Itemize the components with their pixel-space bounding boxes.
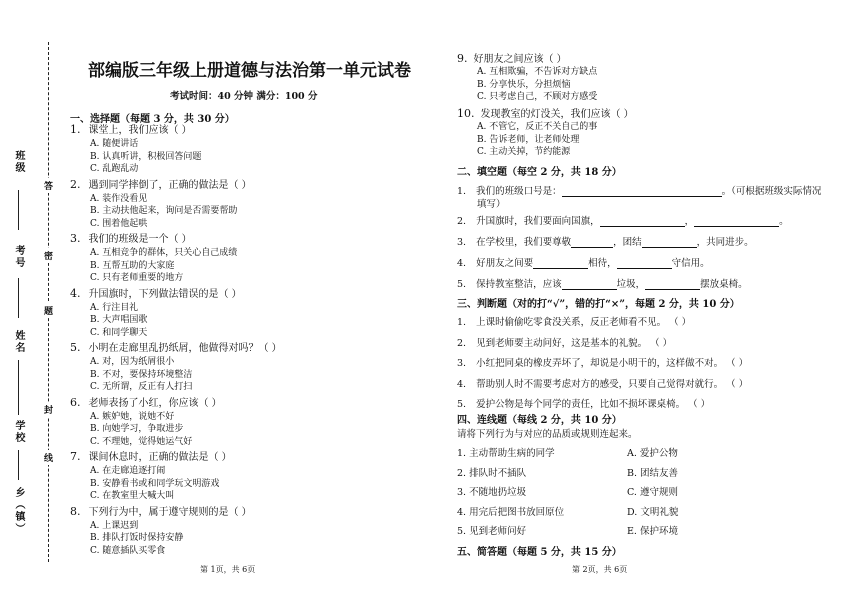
fill-text-b: ，团结 — [613, 237, 642, 248]
fill-text-c: 守信用。 — [671, 258, 710, 269]
question-text: 发现教室的灯没关，我们应该（ ） — [480, 109, 634, 120]
fill-blank — [645, 279, 700, 290]
fill-blank — [694, 216, 779, 227]
question-4 — [70, 285, 242, 300]
fill-text-a: 好朋友之间要 — [476, 258, 534, 269]
judge-text: 爱护公物是每个同学的责任，比如不损坏课桌椅。 （ ） — [476, 399, 711, 410]
fill-item-4 — [457, 255, 710, 269]
fill-number: 5. — [457, 279, 467, 290]
option-8-1: B. 排队打饭时保持安静 — [90, 533, 184, 543]
fill-text-c: 填写） — [477, 199, 506, 210]
question-8 — [70, 503, 252, 518]
seal-char-3: 题 — [44, 303, 53, 318]
option-2-2: C. 围着他起哄 — [90, 218, 148, 229]
section-1-title: 一、选择题（每题 3 分，共 30 分） — [70, 114, 235, 125]
fill-item-2 — [457, 213, 789, 227]
fill-text-b: 垃圾， — [616, 279, 646, 290]
match-right-2: B. 团结友善 — [627, 467, 679, 479]
match-right-5: E. 保护环境 — [627, 526, 678, 537]
judge-number: 5. — [457, 399, 467, 410]
judge-text: 上课时偷偷吃零食没关系，反正老师看不见。 （ ） — [476, 317, 692, 328]
judge-text: 帮助别人时不需要考虑对方的感受，只要自己觉得对就行。 （ ） — [476, 378, 749, 390]
question-9 — [457, 50, 567, 65]
section-4-title: 四、连线题（每线 2 分，共 10 分） — [457, 415, 622, 426]
question-text: 小明在走廊里乱扔纸屑，他做得对吗？（ ） — [88, 343, 282, 354]
seal-char-1: 答 — [44, 178, 53, 193]
fill-text-b: 相待， — [588, 258, 617, 269]
judge-item-5 — [457, 396, 710, 410]
option-6-2: C. 不理她，觉得她运气好 — [90, 436, 193, 447]
option-10-2: C. 主动关掉，节约能源 — [477, 147, 571, 157]
question-number: 2. — [70, 177, 81, 191]
judge-item-4 — [457, 376, 748, 390]
question-number: 5. — [70, 341, 81, 354]
option-3-0: A. 互相竞争的群体，只关心自己成绩 — [90, 248, 238, 258]
fill-text-a: 我们的班级口号是： — [476, 186, 562, 197]
match-left-5: 5. 见到老师问好 — [457, 526, 527, 537]
fill-blank — [571, 237, 613, 248]
question-text: 遇到同学摔倒了，正确的做法是（ ） — [88, 179, 252, 191]
option-4-0: A. 行注目礼 — [90, 302, 139, 313]
section-2-title: 二、填空题（每空 2 分，共 18 分） — [457, 167, 622, 178]
option-4-2: C. 和同学聊天 — [90, 327, 148, 338]
option-4-1: B. 大声唱国歌 — [90, 315, 148, 325]
fill-number: 2. — [457, 216, 467, 227]
match-right-4: D. 文明礼貌 — [627, 506, 679, 518]
fill-text-a: 在学校里，我们要尊敬 — [476, 237, 572, 248]
option-10-0: A. 不管它，反正不关自己的事 — [477, 122, 598, 132]
question-7 — [70, 448, 232, 463]
judge-number: 2. — [457, 337, 467, 349]
name-line — [18, 360, 19, 415]
option-3-1: B. 互帮互助的大家庭 — [90, 260, 175, 271]
page-title: 部编版三年级上册道德与法治第一单元试卷 — [88, 61, 411, 81]
question-number: 6. — [70, 395, 81, 409]
fill-text-b: ， — [684, 216, 695, 227]
judge-number: 4. — [457, 378, 467, 390]
judge-number: 1. — [457, 317, 467, 328]
question-10 — [457, 105, 634, 120]
question-2 — [70, 176, 252, 191]
option-6-0: A. 嫉妒她，说她不好 — [90, 411, 175, 422]
match-right-3: C. 遵守规则 — [627, 487, 678, 498]
footer-right: 第 2页，共 6页 — [572, 565, 628, 574]
judge-item-3 — [457, 355, 748, 369]
question-1 — [70, 121, 192, 136]
option-9-1: B. 分享快乐，分担烦恼 — [477, 79, 571, 90]
seal-char-2: 密 — [44, 248, 53, 263]
section-5-title: 五、简答题（每题 5 分，共 15 分） — [457, 547, 622, 558]
exam-number-line — [18, 278, 19, 318]
option-1-2: C. 乱跑乱动 — [90, 164, 139, 174]
fill-item-1 — [457, 183, 821, 197]
option-5-2: C. 无所谓，反正有人打扫 — [90, 382, 193, 392]
seal-char-5: 线 — [44, 450, 53, 465]
fill-number: 1. — [457, 186, 467, 197]
fill-text-c: 摆放桌椅。 — [700, 279, 748, 290]
question-text: 下列行为中，属于遵守规则的是（ ） — [88, 506, 252, 518]
option-1-0: A. 随便讲话 — [90, 139, 139, 149]
class-line — [18, 190, 19, 230]
question-number: 9. — [457, 52, 468, 65]
binding-margin — [0, 0, 60, 607]
judge-text: 小红把同桌的橡皮弄坏了，却说是小明干的，这样做不对。 （ ） — [476, 358, 749, 369]
name-label: 姓名 — [13, 330, 24, 354]
question-3 — [70, 230, 192, 245]
question-number: 7. — [70, 450, 81, 463]
option-2-1: B. 主动扶他起来，询问是否需要帮助 — [90, 206, 238, 216]
match-left-2: 2. 排队时不插队 — [457, 467, 527, 479]
match-left-4: 4. 用完后把图书放回原位 — [457, 506, 565, 518]
fill-number: 4. — [457, 258, 467, 269]
fill-blank — [617, 258, 672, 269]
option-8-0: A. 上课迟到 — [90, 520, 139, 531]
fill-blank — [562, 186, 722, 197]
footer-left: 第 1页，共 6页 — [200, 565, 256, 574]
seal-char-4: 封 — [44, 402, 53, 417]
fill-item-3 — [457, 234, 754, 248]
match-right-1: A. 爱护公物 — [627, 448, 678, 459]
question-number: 1. — [70, 123, 81, 136]
question-text: 课间休息时，正确的做法是（ ） — [88, 452, 232, 463]
section-4-intro: 请将下列行为与对应的品质或规则连起来。 — [457, 429, 638, 440]
fill-text-c: ，共同进步。 — [696, 237, 754, 248]
question-text: 我们的班级是一个（ ） — [88, 234, 192, 245]
judge-item-2 — [457, 335, 672, 349]
fill-blank — [600, 216, 685, 227]
question-text: 课堂上，我们应该（ ） — [88, 125, 192, 136]
exam-meta: 考试时间：40 分钟 满分：100 分 — [170, 91, 318, 102]
fill-text-b: 。（可根据班级实际情况 — [721, 186, 822, 197]
fill-text-c: 。 — [779, 216, 789, 227]
option-8-2: C. 随意插队买零食 — [90, 545, 166, 556]
question-text: 老师表扬了小红，你应该（ ） — [88, 397, 222, 409]
option-9-0: A. 互相欺骗，不告诉对方缺点 — [477, 67, 598, 77]
option-5-0: A. 对，因为纸屑很小 — [90, 357, 175, 367]
seal-dashed-line — [48, 42, 49, 562]
judge-number: 3. — [457, 358, 467, 369]
question-text: 好朋友之间应该（ ） — [473, 54, 567, 65]
option-10-1: B. 告诉老师，让老师处理 — [477, 134, 580, 145]
town-label: 乡（镇） — [13, 487, 24, 535]
fill-blank — [533, 258, 588, 269]
option-1-1: B. 认真听讲，积极回答问题 — [90, 151, 202, 162]
match-left-3: 3. 不随地扔垃圾 — [457, 487, 527, 498]
judge-item-1 — [457, 314, 691, 328]
option-6-1: B. 向她学习，争取进步 — [90, 424, 184, 434]
option-7-0: A. 在走廊追逐打闹 — [90, 466, 166, 476]
option-7-2: C. 在教室里大喊大叫 — [90, 491, 175, 501]
question-number: 8. — [70, 504, 81, 518]
exam-number-label: 考号 — [13, 245, 24, 269]
fill-item-5 — [457, 276, 748, 290]
question-text: 升国旗时，下列做法错误的是（ ） — [88, 288, 242, 300]
match-left-1: 1. 主动帮助生病的同学 — [457, 448, 555, 459]
school-label: 学校 — [13, 420, 24, 444]
fill-blank — [562, 279, 617, 290]
class-label: 班级 — [13, 150, 24, 174]
question-6 — [70, 394, 222, 409]
option-9-2: C. 只考虑自己，不顾对方感受 — [477, 92, 598, 102]
fill-number: 3. — [457, 237, 467, 248]
fill-text-a: 升国旗时，我们要面向国旗， — [476, 216, 600, 227]
section-3-title: 三、判断题（对的打“√”，错的打“×”，每题 2 分，共 10 分） — [457, 299, 740, 310]
question-number: 4. — [70, 286, 81, 300]
option-3-2: C. 只有老师重要的地方 — [90, 273, 184, 283]
school-line — [18, 450, 19, 480]
fill-text-a: 保持教室整洁，应该 — [476, 279, 562, 290]
judge-text: 见到老师要主动问好，这是基本的礼貌。 （ ） — [476, 337, 673, 349]
question-number: 10. — [457, 107, 475, 120]
question-5 — [70, 339, 282, 354]
option-5-1: B. 不对，要保持环境整洁 — [90, 369, 193, 380]
option-7-1: B. 安静看书或和同学玩文明游戏 — [90, 478, 220, 489]
fill-blank — [642, 237, 697, 248]
option-2-0: A. 装作没看见 — [90, 193, 148, 204]
question-number: 3. — [70, 232, 81, 245]
